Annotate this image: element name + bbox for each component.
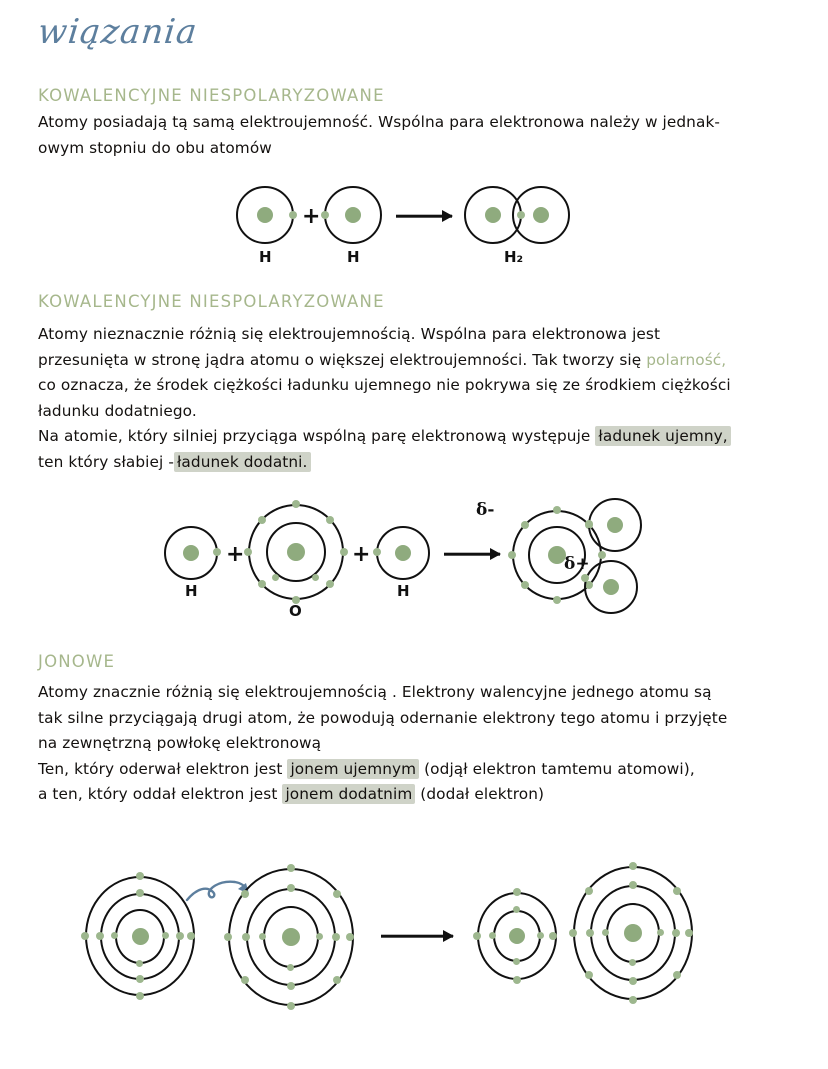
para-line-with-accent: przesunięta w stronę jądra atomu o większej elektroujemności. Tak tworzy się polarność, — [38, 350, 727, 369]
nucleus — [603, 579, 619, 595]
electron-dot-inner — [602, 929, 609, 936]
para-line-with-highlight: Na atomie, który silniej przyciąga wspólną parę elektronową występuje ładunek ujemny, — [38, 424, 828, 450]
plus-operator-2: + — [226, 542, 245, 567]
atom-label-h1: H — [259, 248, 272, 266]
electron-dot — [287, 1002, 295, 1010]
para-line-with-highlight: Ten, który oderwał elektron jest jonem ujemnym (odjął elektron tamtemu atomowi), — [38, 759, 695, 778]
electron-dot-inner — [489, 932, 496, 939]
section-3-paragraph — [38, 680, 828, 808]
atom-metal — [85, 876, 195, 996]
nucleus — [509, 928, 525, 944]
electron-dot — [213, 548, 221, 556]
plus-operator-3: + — [352, 542, 371, 567]
electron-dot — [326, 580, 334, 588]
electron-dot — [585, 887, 593, 895]
electron-dot — [513, 888, 521, 896]
electron-dot — [258, 516, 266, 524]
nucleus — [282, 928, 300, 946]
electron-dot — [333, 890, 341, 898]
section-heading-ionic: JONOWE — [38, 652, 116, 671]
electron-dot — [241, 976, 249, 984]
electron-dot — [508, 551, 516, 559]
para-line: ładunku dodatniego. — [38, 401, 197, 420]
para-line-with-highlight: a ten, który oddał elektron jest jonem dodatnim (dodał elektron) — [38, 785, 545, 803]
electron-dot — [521, 581, 529, 589]
atom-h2-right — [512, 186, 570, 244]
electron-dot — [321, 211, 329, 219]
reaction-arrow-3 — [381, 930, 453, 942]
atom-hydrogen-right — [376, 526, 430, 580]
electron-dot — [287, 884, 295, 892]
electron-dot — [244, 548, 252, 556]
page-title: wiązania — [35, 12, 200, 52]
nucleus — [345, 207, 361, 223]
highlight-jonem-ujemnym: jonem ujemnym — [287, 759, 419, 779]
electron-dot — [629, 881, 637, 889]
diagram-ionic-bond — [85, 866, 685, 1011]
highlight-ladunek-dodatni: ładunek dodatni. — [174, 452, 311, 472]
reaction-arrow-2 — [444, 548, 500, 560]
highlight-jonem-dodatnim: jonem dodatnim — [282, 784, 415, 804]
nucleus — [533, 207, 549, 223]
atom-hydrogen-2 — [324, 186, 382, 244]
electron-dot — [287, 864, 295, 872]
section-1-paragraph — [38, 110, 828, 161]
atom-cation — [477, 892, 557, 980]
atom-anion — [573, 866, 693, 1000]
electron-dot-inner — [629, 959, 636, 966]
reaction-arrow-1 — [396, 210, 452, 222]
electron-dot — [513, 976, 521, 984]
electron-dot-inner — [312, 574, 319, 581]
electron-dot — [289, 211, 297, 219]
electron-dot — [332, 933, 340, 941]
para-line: owym stopniu do obu atomów — [38, 138, 272, 157]
electron-dot-inner — [316, 933, 323, 940]
nucleus — [183, 545, 199, 561]
electron-dot-inner — [537, 932, 544, 939]
electron-dot — [340, 548, 348, 556]
para-line: Atomy znacznie różnią się elektroujemnością . Elektrony walencyjne jednego atomu są — [38, 683, 712, 701]
electron-dot — [136, 992, 144, 1000]
para-line: Atomy nieznacznie różnią się elektroujemnością. Wspólna para elektronowa jest — [38, 325, 661, 343]
electron-dot — [187, 932, 195, 940]
electron-dot — [629, 977, 637, 985]
electron-dot — [136, 872, 144, 880]
label-delta-plus: δ+ — [564, 554, 590, 574]
nucleus — [132, 928, 149, 945]
electron-dot — [581, 574, 589, 582]
atom-hydrogen-product-bottom — [584, 560, 638, 614]
nucleus — [607, 517, 623, 533]
atom-label-h-right: H — [397, 582, 410, 600]
nucleus — [257, 207, 273, 223]
electron-dot — [292, 500, 300, 508]
nucleus — [287, 543, 305, 561]
electron-dot — [136, 889, 144, 897]
section-heading-covalent-nonpolar-2: KOWALENCYJNE NIESPOLARYZOWANE — [38, 292, 385, 311]
diagram-water-bond — [160, 498, 620, 620]
para-line: Atomy posiadają tą samą elektroujemność. Wspólna para elektronowa należy w jednak- — [38, 113, 721, 131]
electron-dot — [346, 933, 354, 941]
para-line: tak silne przyciągają drugi atom, że powodują odernanie elektrony tego atomu i przyjęte — [38, 708, 728, 727]
accent-term-polarnosc: polarność, — [646, 350, 727, 369]
electron-dot — [373, 548, 381, 556]
atom-label-h2: H — [347, 248, 360, 266]
atom-hydrogen-product-top — [588, 498, 642, 552]
nucleus — [624, 924, 642, 942]
nucleus — [395, 545, 411, 561]
electron-dot — [553, 596, 561, 604]
electron-dot-inner — [657, 929, 664, 936]
electron-dot — [598, 551, 606, 559]
electron-dot — [81, 932, 89, 940]
para-line-with-highlight: ten który słabiej - ładunek dodatni. — [38, 450, 828, 476]
electron-dot — [586, 929, 594, 937]
electron-dot — [549, 932, 557, 940]
nucleus — [485, 207, 501, 223]
electron-dot-inner — [162, 932, 169, 939]
electron-dot — [473, 932, 481, 940]
electron-dot — [241, 890, 249, 898]
electron-dot-inner — [287, 964, 294, 971]
electron-dot — [672, 929, 680, 937]
electron-dot — [585, 971, 593, 979]
electron-dot — [176, 932, 184, 940]
electron-dot — [258, 580, 266, 588]
electron-dot — [553, 506, 561, 514]
atom-label-h-left: H — [185, 582, 198, 600]
electron-dot-inner — [272, 574, 279, 581]
electron-dot — [629, 996, 637, 1004]
highlight-ladunek-ujemny: ładunek ujemny, — [595, 426, 730, 446]
label-delta-minus: δ- — [476, 500, 495, 520]
para-line: co oznacza, że środek ciężkości ładunku ujemnego nie pokrywa się ze środkiem ciężkości — [38, 376, 731, 394]
para-line: na zewnętrzną powłokę elektronową — [38, 734, 322, 752]
electron-dot-inner — [111, 932, 118, 939]
atom-label-oxygen: O — [289, 602, 302, 620]
diagram-hydrogen-bond — [236, 186, 536, 264]
electron-dot-inner — [136, 960, 143, 967]
atom-label-h2-molecule: H₂ — [504, 248, 524, 266]
electron-dot — [242, 933, 250, 941]
electron-dot-inner — [259, 933, 266, 940]
electron-dot — [96, 932, 104, 940]
electron-dot — [585, 520, 593, 528]
electron-dot — [136, 975, 144, 983]
electron-dot — [287, 982, 295, 990]
electron-dot — [569, 929, 577, 937]
electron-dot — [333, 976, 341, 984]
electron-dot — [326, 516, 334, 524]
electron-dot — [521, 521, 529, 529]
atom-oxygen — [248, 504, 344, 600]
electron-dot — [629, 862, 637, 870]
electron-dot-inner — [513, 958, 520, 965]
atom-hydrogen-1 — [236, 186, 294, 244]
atom-hydrogen-left — [164, 526, 218, 580]
section-2-paragraph — [38, 322, 828, 475]
atom-nonmetal — [228, 868, 354, 1006]
electron-dot-inner — [513, 906, 520, 913]
section-heading-covalent-nonpolar-1: KOWALENCYJNE NIESPOLARYZOWANE — [38, 86, 385, 105]
electron-dot — [673, 887, 681, 895]
electron-dot — [673, 971, 681, 979]
electron-dot — [685, 929, 693, 937]
plus-operator-1: + — [302, 204, 321, 229]
electron-dot — [224, 933, 232, 941]
